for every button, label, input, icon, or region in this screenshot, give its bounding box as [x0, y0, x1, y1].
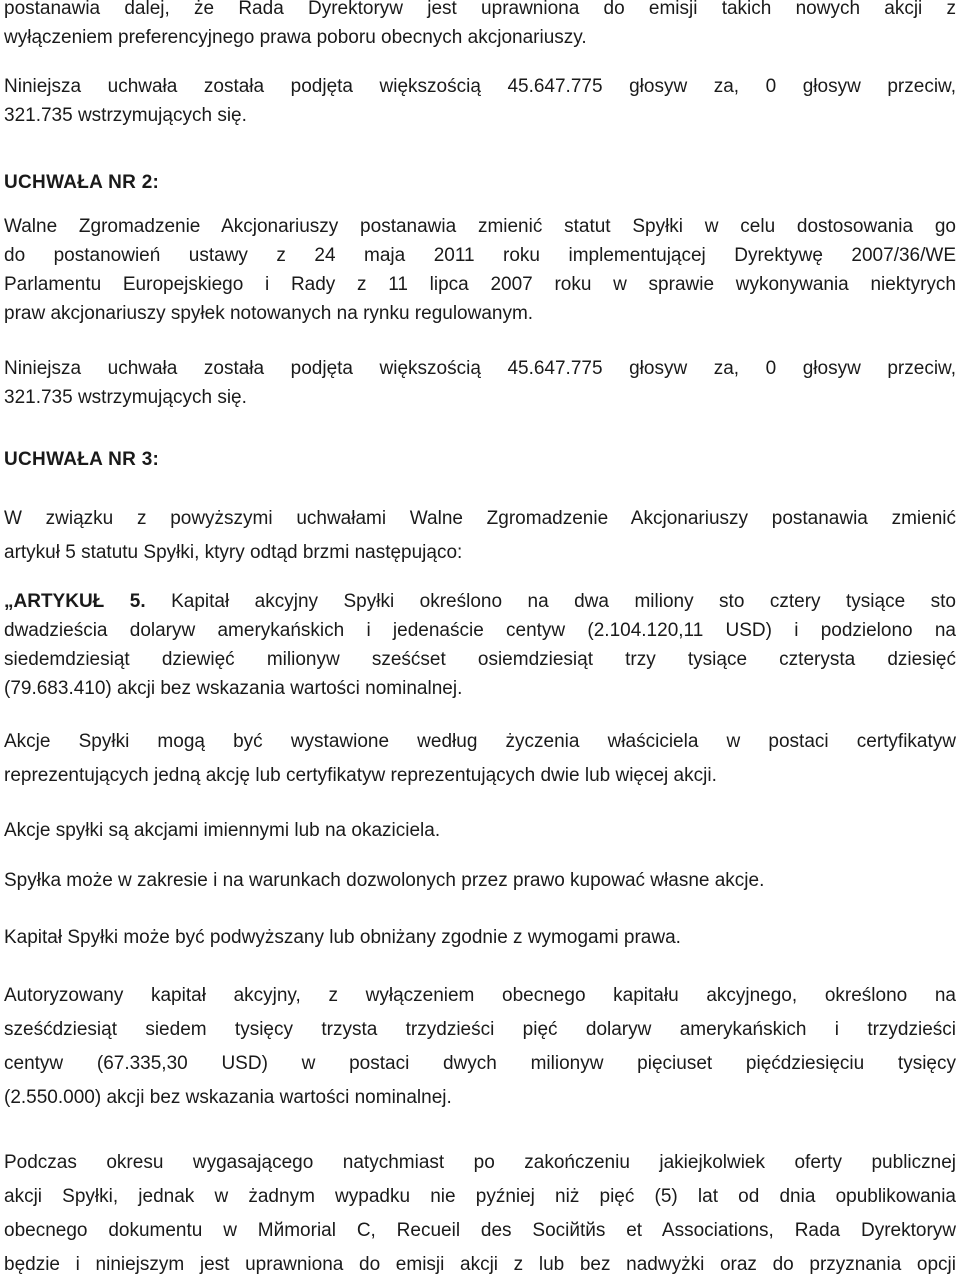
text-line: artykuł 5 statutu Spyłki, ktyry odtąd brzmi następująco:: [4, 542, 463, 563]
text-line: Akcje spyłki są akcjami imiennymi lub na okaziciela.: [4, 820, 441, 841]
text-line: Akcje Spyłki mogą być wystawione według życzenia właściciela w postaci certyfikatyw: [4, 731, 956, 752]
text-line: Niniejsza uchwała została podjęta większością 45.647.775 głosyw za, 0 głosyw przeciw,: [4, 76, 956, 97]
text-line: Spyłka może w zakresie i na warunkach dozwolonych przez prawo kupować własne akcje.: [4, 870, 765, 891]
text-line: Autoryzowany kapitał akcyjny, z wyłączeniem obecnego kapitału akcyjnego, określono na: [4, 985, 956, 1006]
text-line: Niniejsza uchwała została podjęta większością 45.647.775 głosyw za, 0 głosyw przeciw,: [4, 358, 956, 379]
text-line: W związku z powyższymi uchwałami Walne Zgromadzenie Akcjonariuszy postanawia zmienić: [4, 508, 956, 529]
text-line: Parlamentu Europejskiego i Rady z 11 lipca 2007 roku w sprawie wykonywania niektyrych: [4, 274, 956, 295]
buyback-paragraph: [4, 864, 956, 898]
text-line: 321.735 wstrzymujących się.: [4, 387, 247, 408]
article-text: Kapitał akcyjny Spyłki określono na dwa miliony sto cztery tysiące sto: [171, 591, 956, 612]
offering-period-paragraph: [4, 1146, 956, 1282]
authorized-capital-paragraph: [4, 979, 956, 1115]
text-line: UCHWAŁA NR 3:: [4, 449, 160, 470]
text-line: (2.550.000) akcji bez wskazania wartości nominalnej.: [4, 1087, 452, 1108]
resolution-2-heading: [4, 166, 956, 200]
text-line: sześćdziesiąt siedem tysięcy trzysta trzydzieści pięć dolaryw amerykańskich i trzydzieści: [4, 1019, 956, 1040]
resolution-3-heading: [4, 443, 956, 477]
text-line: będzie i niniejszym jest uprawniona do emisji akcji z lub bez nadwyżki oraz do przyznania opcji: [4, 1254, 956, 1275]
text-line: (79.683.410) akcji bez wskazania wartości nominalnej.: [4, 678, 463, 699]
resolution-3-paragraph: [4, 502, 956, 570]
text-line: 321.735 wstrzymujących się.: [4, 105, 247, 126]
text-line: reprezentujących jedną akcję lub certyfikatyw reprezentujących dwie lub więcej akcji.: [4, 765, 717, 786]
text-line: siedemdziesiąt dziewięć milionyw sześćset osiemdziesiąt trzy tysiące czterysta dziesięć: [4, 649, 956, 670]
vote-result-1: [4, 72, 956, 130]
intro-paragraph: [4, 0, 956, 52]
registered-shares-paragraph: [4, 814, 956, 848]
text-line: wyłączeniem preferencyjnego prawa poboru obecnych akcjonariuszy.: [4, 27, 587, 48]
article-5-paragraph: [4, 587, 956, 703]
text-line: centyw (67.335,30 USD) w postaci dwych milionyw pięciuset pięćdziesięciu tysięcy: [4, 1053, 956, 1074]
text-line: UCHWAŁA NR 2:: [4, 172, 160, 193]
text-line: Walne Zgromadzenie Akcjonariuszy postanawia zmienić statut Spyłki w celu dostosowania go: [4, 216, 956, 237]
text-line: akcji Spyłki, jednak w żadnym wypadku nie pyźniej niż pięć (5) lat od dnia opublikowania: [4, 1186, 956, 1207]
vote-result-2: [4, 354, 956, 412]
text-line: do postanowień ustawy z 24 maja 2011 roku implementującej Dyrektywę 2007/36/WE: [4, 245, 956, 266]
article-label: „ARTYKUŁ 5.: [4, 591, 146, 612]
text-line: Podczas okresu wygasającego natychmiast po zakończeniu jakiejkolwiek oferty publicznej: [4, 1152, 956, 1173]
text-line: [4, 587, 956, 616]
certificates-paragraph: [4, 725, 956, 793]
capital-change-paragraph: [4, 921, 956, 955]
text-line: Kapitał Spyłki może być podwyższany lub obniżany zgodnie z wymogami prawa.: [4, 927, 681, 948]
text-line: obecnego dokumentu w Mйmorial C, Recueil des Sociйtйs et Associations, Rada Dyrektoryw: [4, 1220, 956, 1241]
text-line: dwadzieścia dolaryw amerykańskich i jedenaście centyw (2.104.120,11 USD) i podzielono na: [4, 620, 956, 641]
text-line: praw akcjonariuszy spyłek notowanych na rynku regulowanym.: [4, 303, 534, 324]
text-line: postanawia dalej, że Rada Dyrektoryw jest uprawniona do emisji takich nowych akcji z: [4, 0, 956, 19]
resolution-2-paragraph: [4, 212, 956, 328]
